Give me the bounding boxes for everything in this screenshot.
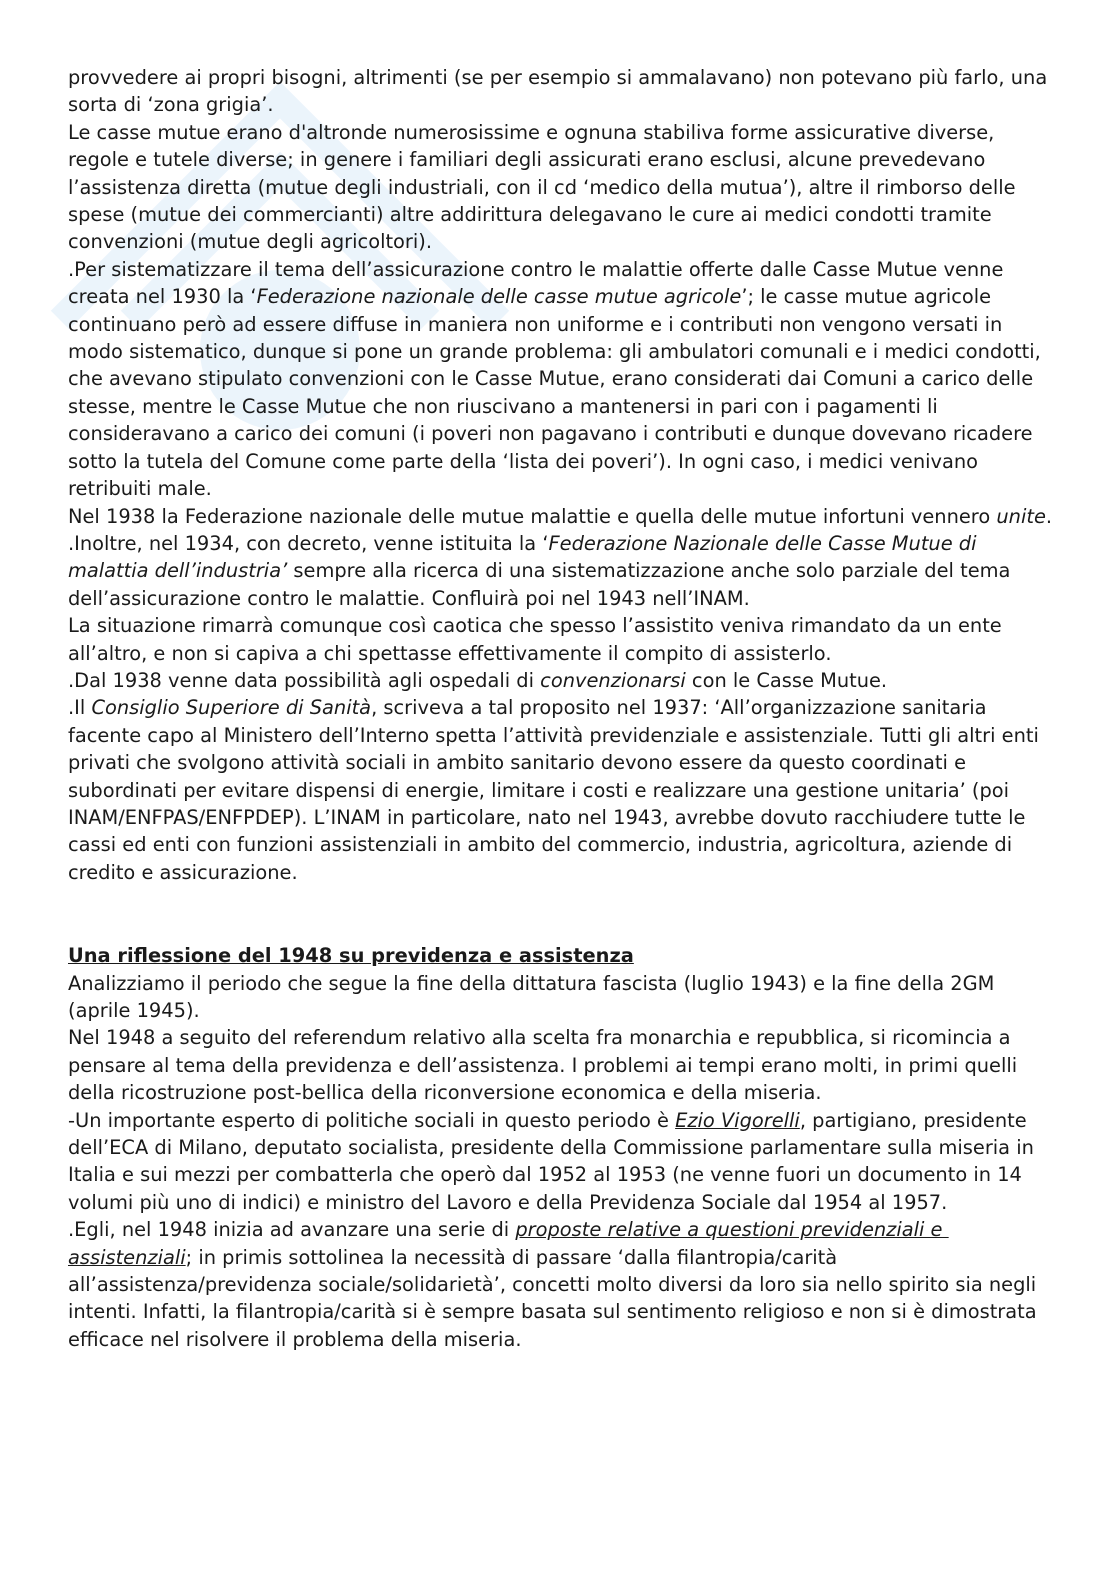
text: -Un importante esperto di politiche sociali in questo periodo è <box>68 1108 676 1132</box>
text: .Inoltre, nel 1934, con decreto, venne istituita la ‘ <box>68 531 549 555</box>
text: , partigiano, presidente dell’ECA di Milano, deputato socialista, presidente della Commissione parlamentare sulla miseria in Italia e sui mezzi per combatterla che operò dal 1952 al 1953 (ne venne fuori un documento in 14 volumi più uno di indici) e ministro del Lavoro e della Previdenza Sociale dal 1954 al 1957. <box>68 1108 1041 1214</box>
italic-text: Federazione nazionale delle casse mutue agricole <box>256 285 742 309</box>
paragraph <box>68 1107 1058 1217</box>
section-casse-mutue <box>68 64 1058 886</box>
section-riflessione-1948 <box>68 942 1058 1353</box>
paragraph: Le casse mutue erano d'altronde numerosissime e ognuna stabiliva forme assicurative diverse, regole e tutele diverse; in genere i familiari degli assicurati erano esclusi, alcune prevedevano l’assistenza diretta (mutue degli industriali, con il cd ‘medico della mutua’), altre il rimborso delle spese (mutue dei commercianti) altre addirittura delegavano le cure ai medici condotti tramite convenzioni (mutue degli agricoltori). <box>68 120 1022 254</box>
italic-text: Consiglio Superiore di Sanità <box>91 696 372 720</box>
paragraph: Nel 1948 a seguito del referendum relativo alla scelta fra monarchia e repubblica, si ricomincia a pensare al tema della previdenza e dell’assistenza. I problemi ai tempi erano molti, in primi quelli della ricostruzione post-bellica della riconversione economica e della miseria. <box>68 1026 1024 1105</box>
section-heading: Una riflessione del 1948 su previdenza e assistenza <box>68 944 634 968</box>
text: sempre alla ricerca di una sistematizzazione anche solo parziale del tema dell’assicurazione contro le malattie. Confluirà poi nel 1943 nell’INAM. <box>68 559 1017 610</box>
document-page <box>68 64 1058 1353</box>
paragraph <box>68 667 1058 694</box>
paragraph <box>68 694 1058 886</box>
italic-underlined-text: Ezio Vigorelli <box>675 1108 800 1132</box>
paragraph: Analizziamo il periodo che segue la fine della dittatura fascista (luglio 1943) e la fine della 2GM (aprile 1945). <box>68 971 1001 1022</box>
text: ; in primis sottolinea la necessità di passare ‘dalla filantropia/carità all’assistenza/previdenza sociale/solidarietà’, concetti molto diversi da loro sia nello spirito sia negli intenti. Infatti, la filantropia/carità si è sempre basata sul sentimento religioso e non si è dimostrata efficace nel risolvere il problema della miseria. <box>68 1245 1043 1351</box>
text: .Dal 1938 venne data possibilità agli ospedali di <box>68 668 541 692</box>
text: .Per sistematizzare il tema dell’assicurazione contro le malattie offerte dalle Casse Mutue venne creata nel 1930 la ‘ <box>68 257 1010 309</box>
text: . <box>1045 504 1053 528</box>
paragraph <box>68 1216 1058 1353</box>
italic-text: unite <box>996 504 1046 528</box>
paragraph <box>68 530 1058 612</box>
text: , scriveva a tal proposito nel 1937: ‘All’organizzazione sanitaria facente capo al Ministero dell’Interno spetta l’attività previdenziale e assistenziale. Tutti gli altri enti privati che svolgono attività sociali in ambito sanitario devono essere da questo coordinati e subordinati per evitare dispensi di energie, limitare i costi e realizzare una gestione unitaria’ (poi INAM/ENFPAS/ENFPDEP). L’INAM in particolare, nato nel 1943, avrebbe dovuto racchiudere tutte le cassi ed enti con funzioni assistenziali in ambito del commercio, industria, agricoltura, aziende di credito e assicurazione. <box>68 696 1046 884</box>
paragraph: La situazione rimarrà comunque così caotica che spesso l’assistito veniva rimandato da un ente all’altro, e non si capiva a chi spettasse effettivamente il compito di assisterlo. <box>68 614 1008 665</box>
text: Nel 1938 la Federazione nazionale delle mutue malattie e quella delle mutue infortuni vennero <box>68 504 997 528</box>
text: ’; le casse mutue agricole continuano però ad essere diffuse in maniera non uniforme e i contributi non vengono versati in modo sistematico, dunque si pone un grande problema: gli ambulatori comunali e i medici condotti, che avevano stipulato convenzioni con le Casse Mutue, erano considerati dai Comuni a carico delle stesse, mentre le Casse Mutue che non riuscivano a mantenersi in pari con i pagamenti li consideravano a carico dei comuni (i poveri non pagavano i contributi e dunque dovevano ricadere sotto la tutela del Comune come parte della ‘lista dei poveri’). In ogni caso, i medici venivano retribuiti male. <box>68 285 1047 501</box>
text: .Egli, nel 1948 inizia ad avanzare una serie di <box>68 1218 516 1242</box>
italic-text: convenzionarsi <box>540 668 686 692</box>
paragraph <box>68 503 1058 530</box>
italic-text: Federazione Nazionale delle Casse Mutue di malattia dell’industria’ <box>68 531 983 583</box>
text: con le Casse Mutue. <box>685 668 888 692</box>
paragraph: provvedere ai propri bisogni, altrimenti (se per esempio si ammalavano) non potevano più farlo, una sorta di ‘zona grigia’. <box>68 66 1054 117</box>
paragraph <box>68 256 1058 503</box>
text: .Il <box>68 696 92 720</box>
italic-underlined-text: proposte relative a questioni previdenziali e assistenziali <box>68 1218 949 1269</box>
